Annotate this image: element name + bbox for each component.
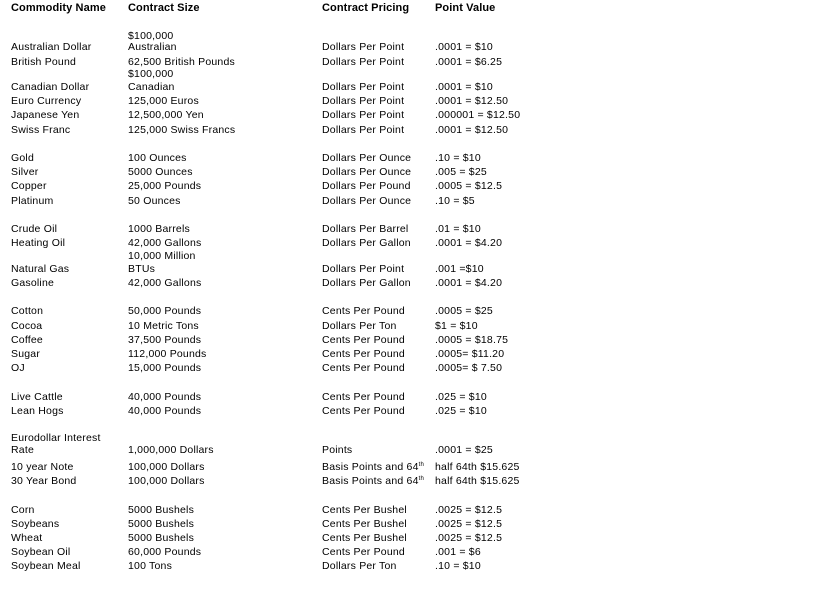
- cell-size: [128, 518, 194, 530]
- cell-text: 5000 Bushels: [128, 504, 195, 516]
- cell-name: [11, 305, 43, 317]
- cell-name: [11, 124, 70, 136]
- header-contract-size: Contract Size: [128, 2, 200, 14]
- cell-text: $100,000: [128, 30, 174, 42]
- cell-text: $1 = $10: [435, 320, 478, 332]
- cell-pricing: [322, 546, 405, 558]
- cell-text: half 64th $15.625: [435, 461, 520, 473]
- header-commodity-name: Commodity Name: [11, 2, 106, 14]
- cell-point: [435, 180, 502, 192]
- cell-text: 100 Ounces: [128, 152, 187, 164]
- cell-text: Cocoa: [11, 320, 43, 332]
- cell-point: [435, 277, 502, 289]
- cell-text: BTUs: [128, 263, 156, 275]
- cell-pricing: [322, 461, 424, 473]
- cell-text: 10 year Note: [11, 461, 74, 473]
- cell-text: Sugar: [11, 348, 41, 360]
- cell-size: [128, 532, 194, 544]
- cell-text: 125,000 Euros: [128, 95, 199, 107]
- cell-point: [435, 348, 504, 360]
- cell-text: Crude Oil: [11, 223, 58, 235]
- cell-text: Dollars Per Point: [322, 81, 405, 93]
- cell-pricing: [322, 305, 405, 317]
- cell-pricing: [322, 56, 404, 68]
- cell-text: Soybeans: [11, 518, 60, 530]
- cell-text: .0001 = $4.20: [435, 277, 503, 289]
- cell-point: [435, 546, 481, 558]
- cell-text: Silver: [11, 166, 39, 178]
- cell-pricing: [322, 405, 405, 417]
- cell-text: Cents Per Pound: [322, 546, 405, 558]
- cell-text: .0005= $ 7.50: [435, 362, 503, 374]
- cell-text: Cents Per Pound: [322, 348, 405, 360]
- cell-text: 100,000 Dollars: [128, 461, 205, 473]
- cell-point: [435, 56, 502, 68]
- cell-text: Japanese Yen: [11, 109, 80, 121]
- cell-name: [11, 166, 38, 178]
- cell-text: 42,000 Gallons: [128, 237, 202, 249]
- cell-pricing: [322, 195, 411, 207]
- cell-point: [435, 263, 484, 275]
- cell-name: [11, 432, 101, 444]
- cell-pricing: [322, 95, 404, 107]
- cell-name: [11, 518, 59, 530]
- cell-pricing: [322, 223, 408, 235]
- cell-size: [128, 320, 199, 332]
- cell-text: 60,000 Pounds: [128, 546, 202, 558]
- cell-pricing: [322, 560, 397, 572]
- cell-name: [11, 391, 63, 403]
- cell-text: Dollars Per Ton: [322, 320, 397, 332]
- cell-text: 5000 Bushels: [128, 518, 195, 530]
- cell-text: Dollars Per Point: [322, 56, 405, 68]
- cell-text: 40,000 Pounds: [128, 405, 202, 417]
- cell-text: 15,000 Pounds: [128, 362, 202, 374]
- cell-text: Cotton: [11, 305, 44, 317]
- cell-text: Swiss Franc: [11, 124, 71, 136]
- cell-pricing: [322, 504, 407, 516]
- cell-pricing: [322, 180, 411, 192]
- cell-size: [128, 263, 155, 275]
- cell-size: [128, 405, 201, 417]
- cell-point: [435, 362, 502, 374]
- cell-text: .0001 = $10: [435, 41, 493, 53]
- cell-text: Dollars Per Barrel: [322, 223, 409, 235]
- cell-pricing: [322, 391, 405, 403]
- cell-point: [435, 320, 478, 332]
- cell-size: [128, 195, 181, 207]
- cell-point: [435, 532, 502, 544]
- ordinal-superscript: th: [418, 476, 425, 482]
- cell-text: Rate: [11, 444, 34, 456]
- cell-name: [11, 504, 35, 516]
- cell-text: 100,000 Dollars: [128, 475, 205, 487]
- cell-text: Cents Per Pound: [322, 305, 405, 317]
- cell-name: [11, 195, 53, 207]
- cell-text: Dollars Per Pound: [322, 180, 411, 192]
- cell-text: 1000 Barrels: [128, 223, 190, 235]
- cell-text: Corn: [11, 504, 35, 516]
- cell-name: [11, 546, 70, 558]
- cell-point: [435, 560, 481, 572]
- cell-text: Dollars Per Gallon: [322, 277, 411, 289]
- cell-name: [11, 532, 42, 544]
- cell-size: [128, 81, 175, 93]
- cell-name: [11, 81, 89, 93]
- cell-pricing: [322, 348, 405, 360]
- cell-text: Dollars Per Point: [322, 41, 405, 53]
- cell-text: Australian: [128, 41, 177, 53]
- cell-point: [435, 195, 475, 207]
- cell-pricing: [322, 237, 411, 249]
- cell-text: .10 = $10: [435, 152, 481, 164]
- ordinal-superscript: th: [418, 462, 425, 468]
- cell-text: .0025 = $12.5: [435, 518, 503, 530]
- cell-size: [128, 95, 199, 107]
- cell-text: .025 = $10: [435, 391, 487, 403]
- cell-point: [435, 475, 520, 487]
- cell-text: 1,000,000 Dollars: [128, 444, 214, 456]
- cell-text: Copper: [11, 180, 47, 192]
- cell-pricing: [322, 124, 404, 136]
- cell-text: Dollars Per Point: [322, 263, 405, 275]
- cell-text: .10 = $5: [435, 195, 475, 207]
- cell-name: [11, 405, 64, 417]
- cell-text: 112,000 Pounds: [128, 348, 207, 360]
- cell-name: [11, 362, 25, 374]
- cell-pricing: [322, 532, 407, 544]
- cell-text: .0005 = $18.75: [435, 334, 509, 346]
- cell-size: [128, 277, 201, 289]
- cell-text: .0025 = $12.5: [435, 504, 503, 516]
- cell-text: 30 Year Bond: [11, 475, 77, 487]
- cell-text: .0025 = $12.5: [435, 532, 503, 544]
- cell-text: Cents Per Pound: [322, 405, 405, 417]
- cell-name: [11, 180, 47, 192]
- cell-name: [11, 348, 40, 360]
- cell-text: Gasoline: [11, 277, 55, 289]
- cell-size: [128, 180, 201, 192]
- cell-text: .0005 = $25: [435, 305, 493, 317]
- cell-size: [128, 56, 235, 68]
- cell-text: Dollars Per Ounce: [322, 152, 412, 164]
- cell-text: Dollars Per Point: [322, 109, 405, 121]
- cell-size: [128, 109, 204, 121]
- cell-text: OJ: [11, 362, 25, 374]
- cell-text: .025 = $10: [435, 405, 487, 417]
- header-point-value: Point Value: [435, 2, 496, 14]
- cell-text: Lean Hogs: [11, 405, 64, 417]
- cell-text: .000001 = $12.50: [435, 109, 521, 121]
- cell-text: 37,500 Pounds: [128, 334, 202, 346]
- cell-text: .0001 = $12.50: [435, 124, 509, 136]
- cell-text: .0001 = $12.50: [435, 95, 509, 107]
- cell-point: [435, 109, 520, 121]
- cell-point: [435, 81, 493, 93]
- cell-text: 10,000 Million: [128, 250, 196, 262]
- cell-pricing: [322, 277, 411, 289]
- cell-name: [11, 320, 42, 332]
- cell-pricing: [322, 518, 407, 530]
- cell-pricing: [322, 320, 397, 332]
- cell-size: [128, 305, 201, 317]
- cell-point: [435, 461, 520, 473]
- cell-text: half 64th $15.625: [435, 475, 520, 487]
- cell-size: [128, 348, 207, 360]
- cell-name: [11, 237, 65, 249]
- cell-text: Euro Currency: [11, 95, 82, 107]
- cell-size: [128, 152, 187, 164]
- cell-text: Gold: [11, 152, 34, 164]
- cell-text: Eurodollar Interest: [11, 432, 101, 444]
- cell-size: [128, 166, 193, 178]
- cell-point: [435, 504, 502, 516]
- cell-text: Canadian: [128, 81, 175, 93]
- cell-text: Dollars Per Point: [322, 124, 405, 136]
- cell-text: Points: [322, 444, 353, 456]
- cell-point: [435, 95, 508, 107]
- cell-text: Basis Points and 64: [322, 475, 419, 487]
- cell-text: Cents Per Bushel: [322, 504, 407, 516]
- cell-text: .005 = $25: [435, 166, 487, 178]
- cell-pricing: [322, 152, 411, 164]
- cell-point: [435, 41, 493, 53]
- cell-size: [128, 68, 173, 80]
- cell-text: Cents Per Pound: [322, 334, 405, 346]
- cell-size: [128, 391, 201, 403]
- cell-text: Wheat: [11, 532, 43, 544]
- cell-text: Cents Per Pound: [322, 362, 405, 374]
- cell-point: [435, 405, 487, 417]
- cell-text: Dollars Per Gallon: [322, 237, 411, 249]
- cell-text: British Pound: [11, 56, 77, 68]
- cell-point: [435, 444, 493, 456]
- cell-text: Dollars Per Ounce: [322, 195, 412, 207]
- cell-text: Cents Per Pound: [322, 391, 405, 403]
- cell-point: [435, 334, 508, 346]
- cell-size: [128, 546, 201, 558]
- cell-text: Dollars Per Ounce: [322, 166, 412, 178]
- cell-text: Cents Per Bushel: [322, 518, 407, 530]
- cell-text: Natural Gas: [11, 263, 70, 275]
- cell-name: [11, 334, 43, 346]
- cell-text: .0001 = $6.25: [435, 56, 503, 68]
- cell-name: [11, 475, 76, 487]
- cell-size: [128, 223, 190, 235]
- cell-text: .0001 = $4.20: [435, 237, 503, 249]
- cell-size: [128, 560, 172, 572]
- cell-point: [435, 237, 502, 249]
- cell-name: [11, 461, 74, 473]
- cell-size: [128, 444, 214, 456]
- cell-size: [128, 334, 201, 346]
- cell-text: Cents Per Bushel: [322, 532, 407, 544]
- cell-text: 5000 Bushels: [128, 532, 195, 544]
- cell-text: .0005= $11.20: [435, 348, 505, 360]
- cell-text: Dollars Per Point: [322, 95, 405, 107]
- cell-text: $100,000: [128, 68, 174, 80]
- cell-pricing: [322, 41, 404, 53]
- cell-text: 10 Metric Tons: [128, 320, 199, 332]
- cell-size: [128, 461, 205, 473]
- cell-point: [435, 152, 481, 164]
- cell-size: [128, 41, 177, 53]
- cell-size: [128, 475, 205, 487]
- cell-pricing: [322, 444, 352, 456]
- cell-text: 42,000 Gallons: [128, 277, 202, 289]
- cell-text: .001 = $6: [435, 546, 481, 558]
- cell-text: Australian Dollar: [11, 41, 92, 53]
- cell-point: [435, 166, 487, 178]
- cell-text: 40,000 Pounds: [128, 391, 202, 403]
- cell-name: [11, 109, 79, 121]
- cell-text: 100 Tons: [128, 560, 173, 572]
- cell-text: Platinum: [11, 195, 54, 207]
- cell-name: [11, 444, 34, 456]
- cell-text: Soybean Oil: [11, 546, 71, 558]
- cell-text: Dollars Per Ton: [322, 560, 397, 572]
- cell-point: [435, 391, 487, 403]
- cell-pricing: [322, 166, 411, 178]
- cell-name: [11, 152, 34, 164]
- cell-pricing: [322, 109, 404, 121]
- cell-text: Canadian Dollar: [11, 81, 90, 93]
- cell-text: 25,000 Pounds: [128, 180, 202, 192]
- cell-name: [11, 560, 81, 572]
- cell-text: .10 = $10: [435, 560, 481, 572]
- cell-pricing: [322, 81, 404, 93]
- cell-text: 50,000 Pounds: [128, 305, 202, 317]
- cell-text: .001 =$10: [435, 263, 484, 275]
- cell-pricing: [322, 362, 405, 374]
- header-contract-pricing: Contract Pricing: [322, 2, 410, 14]
- cell-text: 12,500,000 Yen: [128, 109, 204, 121]
- cell-name: [11, 277, 54, 289]
- cell-pricing: [322, 475, 424, 487]
- cell-name: [11, 223, 57, 235]
- cell-text: 62,500 British Pounds: [128, 56, 235, 68]
- cell-text: .0001 = $25: [435, 444, 493, 456]
- cell-text: Heating Oil: [11, 237, 66, 249]
- cell-text: Live Cattle: [11, 391, 63, 403]
- cell-text: 125,000 Swiss Francs: [128, 124, 236, 136]
- cell-text: 5000 Ounces: [128, 166, 193, 178]
- cell-text: 50 Ounces: [128, 195, 181, 207]
- cell-text: Coffee: [11, 334, 43, 346]
- cell-name: [11, 95, 81, 107]
- cell-text: .01 = $10: [435, 223, 481, 235]
- cell-text: .0001 = $10: [435, 81, 493, 93]
- cell-name: [11, 56, 76, 68]
- cell-name: [11, 263, 69, 275]
- cell-point: [435, 124, 508, 136]
- cell-point: [435, 223, 481, 235]
- cell-size: [128, 362, 201, 374]
- cell-size: [128, 504, 194, 516]
- cell-size: [128, 237, 201, 249]
- cell-point: [435, 518, 502, 530]
- cell-text: Soybean Meal: [11, 560, 81, 572]
- cell-size: [128, 250, 196, 262]
- cell-point: [435, 305, 493, 317]
- cell-pricing: [322, 263, 404, 275]
- cell-text: .0005 = $12.5: [435, 180, 503, 192]
- cell-text: Basis Points and 64: [322, 461, 419, 473]
- cell-pricing: [322, 334, 405, 346]
- cell-size: [128, 124, 235, 136]
- cell-name: [11, 41, 91, 53]
